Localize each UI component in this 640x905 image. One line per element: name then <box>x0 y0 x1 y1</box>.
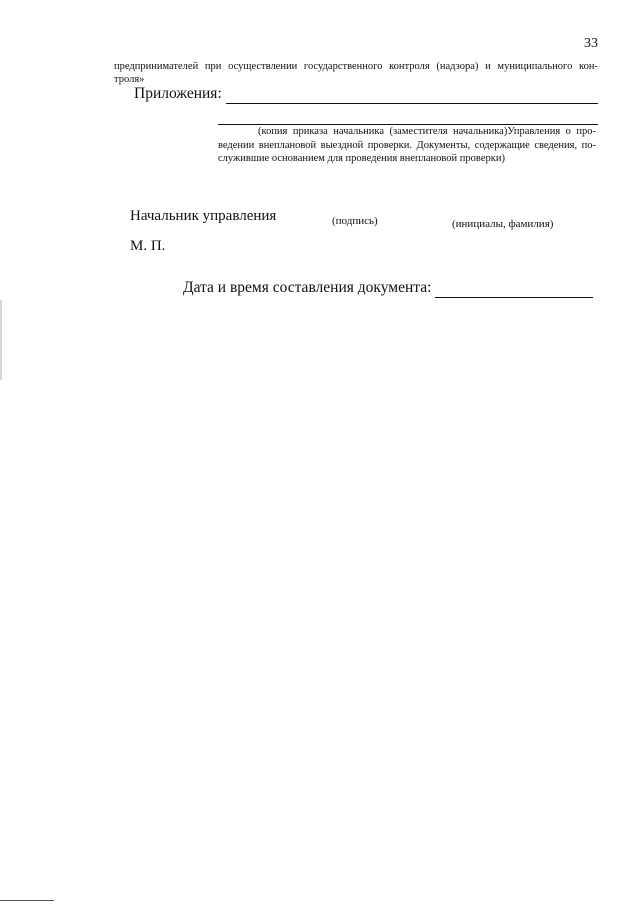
appendix-fill-line <box>226 85 598 104</box>
signer-title: Начальник управления <box>130 208 277 224</box>
signature-caption: (подпись) <box>332 215 378 227</box>
scan-edge-mark <box>0 300 2 380</box>
appendix-note: (копия приказа начальника (заместителя начальника)Управления о про-ведении внеплановой выездной проверки. Документы, содержащие сведения, по-служившие основанием для проведения внеплановой проверки) <box>218 126 596 164</box>
page-number: 33 <box>584 36 598 51</box>
scan-bottom-mark <box>0 900 54 901</box>
date-row <box>183 278 593 298</box>
appendix-label: Приложения: <box>134 85 222 102</box>
appendix-row <box>134 84 598 104</box>
seal-place: М. П. <box>130 238 166 254</box>
header-text: предпринимателей при осуществлении государственного контроля (надзора) и муниципального кон-троля» <box>114 61 598 85</box>
date-label: Дата и время составления документа: <box>183 279 432 296</box>
signature-row <box>130 208 580 234</box>
date-fill-line <box>435 279 593 298</box>
name-caption: (инициалы, фамилия) <box>452 218 554 230</box>
